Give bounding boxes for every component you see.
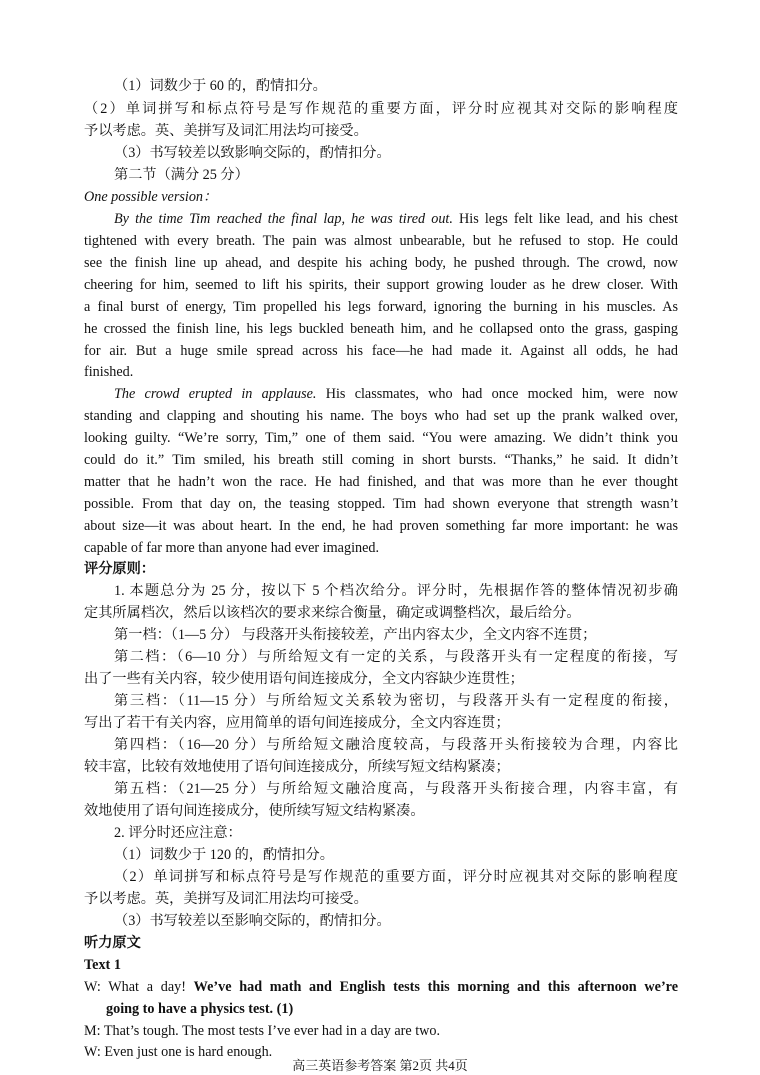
listening-heading: 听力原文 — [84, 935, 141, 951]
band-4-cont: 较丰富，比较有效地使用了语句间连接成分，所续写短文结构紧凑； — [84, 759, 510, 775]
essay-p1-line6: he crossed the finish line, his legs buckled beneath him, and he collapsed onto the grass, gasping — [84, 321, 678, 337]
band-1: 第一档：（1—5 分） 与段落开头衔接较差，产出内容太少，全文内容不连贯； — [114, 627, 597, 643]
essay-p1-line5: a final burst of energy, Tim propelled his legs forward, ignoring the burning in his muscles. As — [84, 299, 678, 315]
scoring-item-2: 2. 评分时还应注意： — [114, 825, 242, 841]
scoring-heading: 评分原则： — [84, 561, 155, 577]
scoring-item-1-cont: 定其所属档次，然后以该档次的要求来综合衡量，确定或调整档次，最后给分。 — [84, 605, 581, 621]
essay-p2-line4: could do it.” Tim smiled, his breath still coming in short bursts. “Thanks,” he said. It didn’t — [84, 452, 678, 468]
band-5-cont: 效地使用了语句间连接成分，使所续写短文结构紧凑。 — [84, 803, 425, 819]
essay-p2-line1-rest: His classmates, who had once mocked him, were now — [316, 386, 679, 402]
text-1-heading: Text 1 — [84, 957, 121, 973]
band-4: 第四档：（16—20 分）与所给短文融洽度较高，与段落开头衔接较为合理，内容比 — [114, 737, 678, 753]
rule-line-1: （1）词数少于 60 的，酌情扣分。 — [114, 78, 327, 94]
rule-line-3: （3）书写较差以致影响交际的，酌情扣分。 — [114, 145, 391, 161]
essay-p1-lead: By the time Tim reached the final lap, he was tired out. — [114, 211, 453, 227]
rule-line-2-cont: 予以考虑。英、美拼写及词汇用法均可接受。 — [84, 123, 368, 139]
note-2-cont: 予以考虑。英，美拼写及词汇用法均可接受。 — [84, 891, 368, 907]
band-3: 第三档：（11—15 分）与所给短文关系较为密切，与段落开头有一定程度的衔接， — [114, 693, 678, 709]
version-label: One possible version： — [84, 189, 218, 205]
dialogue-m1: M: That’s tough. The most tests I’ve ever had in a day are two. — [84, 1023, 441, 1039]
essay-p2-line7: about size—it was about heart. In the end, he had proven something far more important: he was — [84, 518, 678, 534]
essay-p1-line1 — [114, 210, 678, 228]
essay-p1-line1-rest: His legs felt like lead, and his chest — [452, 211, 678, 227]
rule-line-2: （2）单词拼写和标点符号是写作规范的重要方面，评分时应视其对交际的影响程度 — [84, 101, 678, 117]
essay-p1-line2: tightened with every breath. The pain was almost unbearable, but he refused to stop. He could — [84, 233, 678, 249]
essay-p2-line1 — [114, 385, 678, 403]
essay-p1-line8: finished. — [84, 364, 134, 380]
dialogue-w1-cont: going to have a physics test. (1) — [106, 1001, 294, 1017]
page-footer: 高三英语参考答案 第2页 共4页 — [292, 1058, 468, 1073]
dialogue-w1-start: W: What a day! — [84, 979, 194, 995]
essay-p2-line5: matter that he hadn’t won the race. He had finished, and that was more than he ever thought — [84, 474, 678, 490]
essay-p2-lead: The crowd erupted in applause. — [114, 386, 317, 402]
essay-p1-line4: cheering for him, seemed to lift his spirits, their support growing louder as he drew closer. With — [84, 277, 678, 293]
essay-p2-line3: looking guilty. “We’re sorry, Tim,” one of them said. “You were amazing. We didn’t think you — [84, 430, 678, 446]
note-3: （3）书写较差以至影响交际的，酌情扣分。 — [114, 913, 391, 929]
dialogue-w1-bold: We’ve had math and English tests this morning and this afternoon we’re — [193, 979, 679, 995]
dialogue-w2: W: Even just one is hard enough. — [84, 1044, 273, 1060]
band-5: 第五档：（21—25 分）与所给短文融洽度高，与段落开头衔接合理，内容丰富，有 — [114, 781, 678, 797]
essay-p1-line7: for air. But a huge smile spread across his face—he had made it. Against all odds, he had — [84, 343, 678, 359]
essay-p2-line6: possible. From that day on, the teasing stopped. Tim had shown everyone that strength wasn’t — [84, 496, 678, 512]
band-2: 第二档：（6—10 分）与所给短文有一定的关系，与段落开头有一定程度的衔接，写 — [114, 649, 678, 665]
essay-p2-line2: standing and clapping and shouting his name. The boys who had set up the prank walked over, — [84, 408, 678, 424]
essay-p2-line8: capable of far more than anyone had ever imagined. — [84, 540, 380, 556]
note-1: （1）词数少于 120 的，酌情扣分。 — [114, 847, 334, 863]
dialogue-w1 — [84, 978, 678, 996]
band-3-cont: 写出了若干有关内容，应用简单的语句间连接成分，全文内容连贯； — [84, 715, 510, 731]
section-heading: 第二节（满分 25 分） — [114, 167, 249, 183]
band-2-cont: 出了一些有关内容，较少使用语句间连接成分，全文内容缺少连贯性； — [84, 671, 524, 687]
scoring-item-1: 1. 本题总分为 25 分，按以下 5 个档次给分。评分时，先根据作答的整体情况初步确 — [114, 583, 678, 599]
note-2: （2）单词拼写和标点符号是写作规范的重要方面，评分时应视其对交际的影响程度 — [114, 869, 678, 885]
essay-p1-line3: see the finish line up ahead, and despite his aching body, he pushed through. The crowd, now — [84, 255, 678, 271]
